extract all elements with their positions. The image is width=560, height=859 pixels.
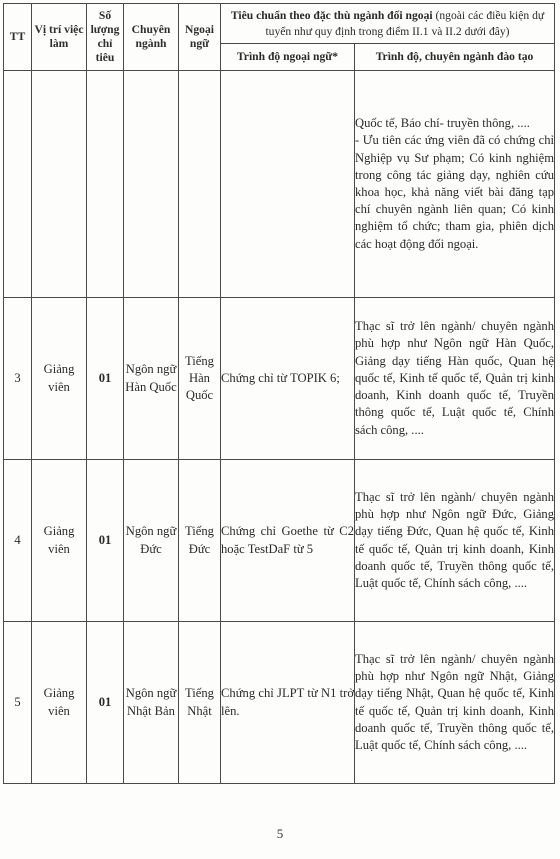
major-cell: Ngôn ngữ Đức	[124, 460, 179, 622]
training-cell: Thạc sĩ trở lên ngành/ chuyên ngành phù hợp như Ngôn ngữ Đức, Giảng dạy tiếng Đức, Quan hệ quốc tế, Kinh tế quốc tế, Quản trị kinh doanh, Kinh doanh quốc tế, Truyền thông quốc tế, Luật quốc tế, Chính sách công, ....	[355, 460, 555, 622]
position-cell: Giảng viên	[32, 298, 87, 460]
header-position: Vị trí việc làm	[32, 4, 87, 71]
header-major: Chuyên ngành	[124, 4, 179, 71]
priority-text: - Ưu tiên các ứng viên đã có chứng chỉ Nghiệp vụ Sư phạm; Có kinh nghiệm trong công tác giảng dạy, nghiên cứu khoa học, khả năng viết bài đăng tạp chí chuyên ngành liên quan; Có kinh nghiệm tổ chức; tham gia, phiên dịch các hoạt động đối ngoại.	[355, 133, 555, 251]
training-cell: Thạc sĩ trở lên ngành/ chuyên ngành phù hợp như Ngôn ngữ Hàn Quốc, Giảng dạy tiếng Hàn quốc, Quan hệ quốc tế, Kinh tế quốc tế, Quản trị kinh doanh, Kinh doanh quốc tế, Truyền thông quốc tế, Luật quốc tế, Chính sách công, ....	[355, 298, 555, 460]
row-number: 5	[4, 622, 32, 784]
row-number: 3	[4, 298, 32, 460]
header-language: Ngoại ngữ	[179, 4, 221, 71]
language-level-cell: Chứng chỉ JLPT từ N1 trở lên.	[221, 622, 355, 784]
header-quota: Số lượng chỉ tiêu	[87, 4, 124, 71]
language-cell: Tiếng Hàn Quốc	[179, 298, 221, 460]
quota-cell: 01	[87, 622, 124, 784]
position-cell: Giảng viên	[32, 460, 87, 622]
page-number: 5	[276, 826, 284, 841]
quota-cell: 01	[87, 460, 124, 622]
cell-empty	[4, 71, 32, 298]
table-row	[4, 298, 555, 460]
training-cell: Thạc sĩ trở lên ngành/ chuyên ngành phù hợp như Ngôn ngữ Nhật, Giảng dạy tiếng Nhật, Quan hệ quốc tế, Kinh tế quốc tế, Quản trị kinh doanh, Kinh doanh quốc tế, Truyền thông quốc tế, Luật quốc tế, Chính sách công, ....	[355, 622, 555, 784]
position-cell: Giảng viên	[32, 622, 87, 784]
major-cell: Ngôn ngữ Hàn Quốc	[124, 298, 179, 460]
language-level-cell: Chứng chỉ từ TOPIK 6;	[221, 298, 355, 460]
cell-empty	[87, 71, 124, 298]
quota-cell: 01	[87, 298, 124, 460]
cell-empty	[221, 71, 355, 298]
header-standards-title: Tiêu chuẩn theo đặc thù ngành đối ngoại	[230, 9, 433, 22]
cell-empty	[32, 71, 87, 298]
language-level-cell: Chứng chỉ Goethe từ C2 hoặc TestDaF từ 5	[221, 460, 355, 622]
cell-empty	[124, 71, 179, 298]
table-row	[4, 460, 555, 622]
header-standards-note: (ngoài các điều kiện dự tuyển như quy định trong điểm II.1 và II.2 dưới đây)	[265, 9, 545, 38]
table-row-continuation	[4, 71, 555, 298]
language-cell: Tiếng Nhật	[179, 622, 221, 784]
row-number: 4	[4, 460, 32, 622]
continuation-text: Quốc tế, Báo chí- truyền thông, ....	[355, 116, 530, 131]
continuation-training-cell	[355, 71, 555, 298]
table-row	[4, 622, 555, 784]
header-training-level: Trình độ, chuyên ngành đào tạo	[355, 44, 555, 71]
header-tt: TT	[4, 4, 32, 71]
header-language-level: Trình độ ngoại ngữ*	[221, 44, 355, 71]
recruitment-table	[3, 3, 555, 784]
cell-empty	[179, 71, 221, 298]
major-cell: Ngôn ngữ Nhật Bản	[124, 622, 179, 784]
header-standards	[221, 4, 555, 44]
language-cell: Tiếng Đức	[179, 460, 221, 622]
